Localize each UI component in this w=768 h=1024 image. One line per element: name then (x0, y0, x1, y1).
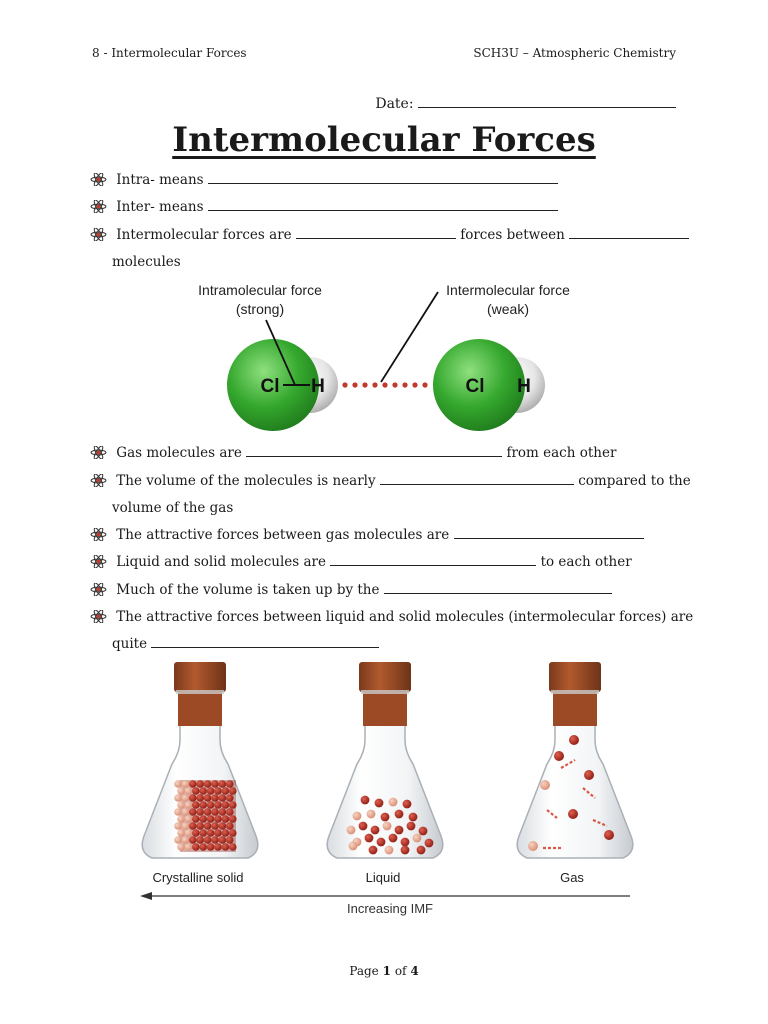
particle (353, 812, 362, 821)
particle (401, 846, 410, 855)
bullet-text: Gas molecules are (116, 445, 242, 461)
particle (417, 846, 426, 855)
particle (185, 829, 193, 837)
particle (395, 810, 404, 819)
particle (226, 794, 234, 802)
particle (211, 822, 219, 830)
particle (219, 836, 227, 844)
particle (211, 836, 219, 844)
particle (174, 794, 182, 802)
particle (196, 794, 204, 802)
particle (349, 842, 358, 851)
atom-icon (90, 583, 107, 596)
particle (199, 815, 207, 823)
bullet-text: quite (112, 636, 148, 652)
answer-blank[interactable] (380, 474, 574, 485)
particle (192, 843, 200, 851)
particle (214, 815, 222, 823)
particle (182, 836, 190, 844)
particle (226, 808, 234, 816)
particle (229, 829, 237, 837)
particle (182, 780, 190, 788)
particle (182, 822, 190, 830)
states-of-matter-figure (110, 660, 670, 922)
atom-symbol-cl: Cl (260, 376, 280, 397)
particle (182, 794, 190, 802)
bullet-gas-distance (90, 445, 616, 461)
particle (177, 843, 185, 851)
particle (211, 794, 219, 802)
particle (204, 822, 212, 830)
bullet-text: Intra- means (116, 172, 204, 188)
bullet-text: forces between (460, 227, 565, 243)
particle (199, 843, 207, 851)
atom-symbol-h: H (311, 376, 325, 397)
atom-icon (90, 228, 107, 241)
particle (226, 780, 234, 788)
particle (177, 801, 185, 809)
particle (377, 838, 386, 847)
answer-blank[interactable] (151, 637, 379, 648)
particle (199, 787, 207, 795)
particle (199, 829, 207, 837)
date-blank[interactable] (418, 95, 676, 108)
particle (214, 787, 222, 795)
bullet-text: to each other (540, 554, 632, 570)
footer-prefix: Page (349, 964, 379, 978)
intermolecular-strength: (weak) (486, 301, 530, 317)
footer-of: of (394, 964, 407, 978)
intermolecular-dots (342, 382, 427, 387)
bullet-text: The volume of the molecules is nearly (116, 473, 376, 489)
label-increasing-imf: Increasing IMF (347, 901, 433, 916)
particle (185, 787, 193, 795)
particle (385, 846, 394, 855)
particle (381, 813, 390, 822)
bullet-continuation: molecules (112, 254, 181, 270)
particle (199, 801, 207, 809)
label-gas: Gas (560, 870, 584, 885)
answer-blank[interactable] (454, 528, 644, 539)
atom-icon (90, 528, 107, 541)
particle (204, 836, 212, 844)
particle (192, 829, 200, 837)
particle (192, 787, 200, 795)
particle (174, 808, 182, 816)
particle (204, 780, 212, 788)
bullet-text: compared to the (578, 473, 691, 489)
bullet-gas-forces (90, 527, 644, 543)
particle (222, 815, 230, 823)
bullet-gas-volume (90, 473, 691, 489)
particle (347, 826, 356, 835)
particle (226, 836, 234, 844)
particle (604, 830, 614, 840)
particle (196, 808, 204, 816)
particle (207, 843, 215, 851)
label-crystalline-solid: Crystalline solid (152, 870, 244, 885)
particle (375, 799, 384, 808)
liquid-flask (327, 662, 443, 858)
bullet-inter (90, 199, 558, 215)
intramolecular-strength: (strong) (235, 301, 285, 317)
atom-icon (90, 446, 107, 459)
particle (361, 796, 370, 805)
answer-blank[interactable] (246, 446, 502, 457)
particle (211, 808, 219, 816)
particle (554, 751, 564, 761)
particle (189, 822, 197, 830)
date-line (375, 95, 676, 112)
bullet-imf-definition (90, 227, 689, 243)
particle (189, 836, 197, 844)
particle (189, 808, 197, 816)
particle (365, 834, 374, 843)
particle (185, 801, 193, 809)
particle (222, 801, 230, 809)
particle (401, 838, 410, 847)
solid-flask (142, 662, 258, 858)
intermolecular-pointer (381, 292, 438, 382)
particle (222, 829, 230, 837)
intramolecular-label: Intramolecular force (198, 282, 322, 298)
particle (174, 836, 182, 844)
particle (371, 826, 380, 835)
particle (192, 801, 200, 809)
bullet-text: Intermolecular forces are (116, 227, 292, 243)
particle (528, 841, 538, 851)
particle (383, 822, 392, 831)
particle (219, 794, 227, 802)
header-right: SCH3U – Atmospheric Chemistry (473, 46, 676, 60)
particle (389, 834, 398, 843)
particle (174, 822, 182, 830)
particle (540, 780, 550, 790)
particle (229, 843, 237, 851)
gas-flask (517, 662, 633, 858)
particle (369, 846, 378, 855)
bullet-text: from each other (506, 445, 617, 461)
particle (395, 826, 404, 835)
particle (214, 829, 222, 837)
particle (214, 801, 222, 809)
particle (584, 770, 594, 780)
answer-blank[interactable] (296, 228, 456, 239)
page-title: Intermolecular Forces (172, 120, 596, 160)
bullet-text: Much of the volume is taken up by the (116, 582, 380, 598)
particle (568, 809, 578, 819)
particle (219, 822, 227, 830)
particle (359, 822, 368, 831)
particle (177, 787, 185, 795)
particle (214, 843, 222, 851)
particle (207, 815, 215, 823)
particle (229, 787, 237, 795)
particle (413, 834, 422, 843)
answer-blank[interactable] (208, 173, 558, 184)
particle (207, 801, 215, 809)
bullet-text: Inter- means (116, 199, 204, 215)
bullet-text: The attractive forces between gas molecules are (116, 527, 450, 543)
particle (207, 829, 215, 837)
atom-icon (90, 474, 107, 487)
answer-blank[interactable] (569, 228, 689, 239)
bullet-continuation: volume of the gas (112, 500, 234, 516)
particle (222, 843, 230, 851)
particle (389, 798, 398, 807)
footer-current-page: 1 (382, 964, 391, 978)
answer-blank[interactable] (384, 583, 612, 594)
particle (229, 801, 237, 809)
atom-icon (90, 610, 107, 623)
particle (419, 827, 428, 836)
atom-icon (90, 173, 107, 186)
bullet-continuation (112, 636, 379, 652)
particle (185, 843, 193, 851)
particle (569, 735, 579, 745)
particle (425, 839, 434, 848)
particle (192, 815, 200, 823)
particle (226, 822, 234, 830)
particle (196, 780, 204, 788)
solid-lattice (174, 780, 236, 852)
particle (204, 794, 212, 802)
particle (409, 813, 418, 822)
arrow-head-icon (140, 892, 152, 900)
label-liquid: Liquid (365, 870, 401, 885)
page-footer (0, 964, 768, 978)
bullet-text: The attractive forces between liquid and solid molecules (intermolecular forces) are (116, 609, 694, 625)
date-label: Date: (375, 96, 414, 112)
bullet-text: Liquid and solid molecules are (116, 554, 326, 570)
bullet-intra (90, 172, 558, 188)
intermolecular-label: Intermolecular force (446, 282, 570, 298)
particle (177, 829, 185, 837)
particle (222, 787, 230, 795)
particle (196, 836, 204, 844)
answer-blank[interactable] (330, 555, 536, 566)
particle (407, 822, 416, 831)
particle (185, 815, 193, 823)
header-left: 8 - Intermolecular Forces (92, 46, 247, 60)
particle (196, 822, 204, 830)
bullet-liquid-solid (90, 554, 632, 570)
particle (174, 780, 182, 788)
atom-symbol-cl: Cl (465, 376, 485, 397)
particle (204, 808, 212, 816)
particle (367, 810, 376, 819)
particle (403, 800, 412, 809)
particle (189, 794, 197, 802)
particle (229, 815, 237, 823)
atom-symbol-h: H (517, 376, 531, 397)
atom-icon (90, 555, 107, 568)
answer-blank[interactable] (208, 200, 558, 211)
particle (219, 808, 227, 816)
particle (177, 815, 185, 823)
particle (211, 780, 219, 788)
particle (219, 780, 227, 788)
footer-total-pages: 4 (410, 964, 419, 978)
bullet-volume-taken (90, 582, 612, 598)
hcl-molecule-figure (180, 278, 600, 440)
particle (207, 787, 215, 795)
particle (182, 808, 190, 816)
bullet-liquid-solid-forces (90, 609, 693, 625)
particle (189, 780, 197, 788)
atom-icon (90, 200, 107, 213)
